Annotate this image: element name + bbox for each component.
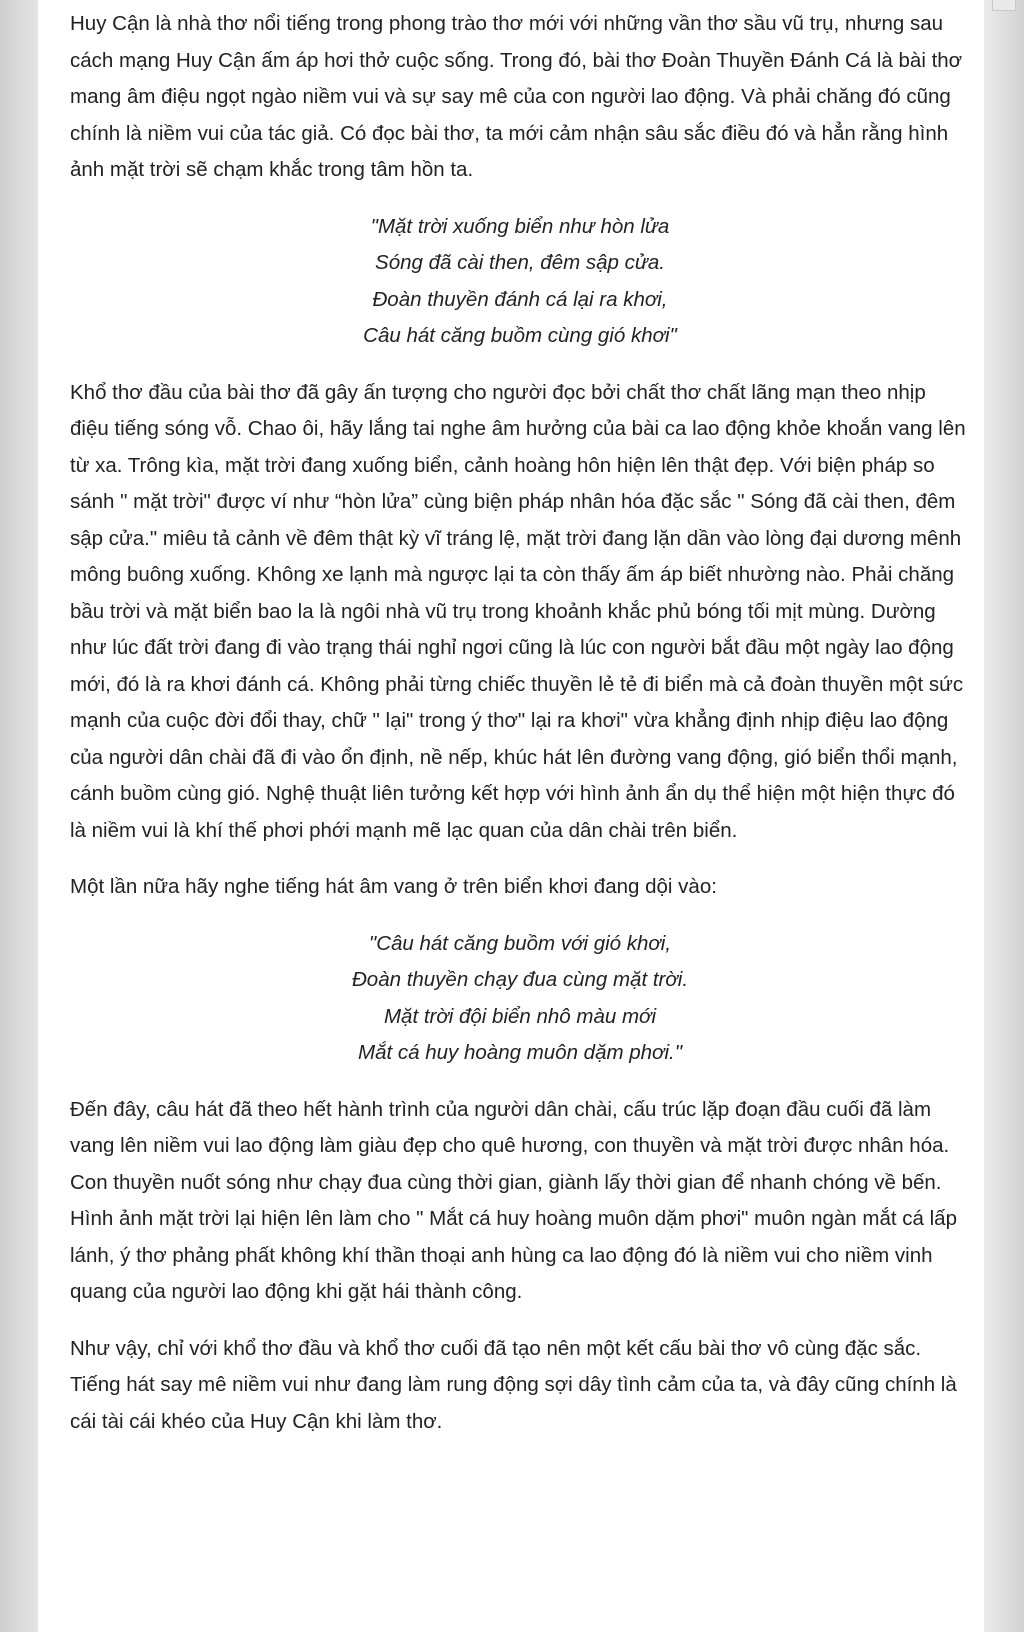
poem-line: "Câu hát căng buồm với gió khơi, xyxy=(368,931,672,955)
top-corner-tab xyxy=(992,0,1016,11)
poem-line: Đoàn thuyền đánh cá lại ra khơi, xyxy=(372,287,668,311)
paragraph-conclusion: Như vậy, chỉ với khổ thơ đầu và khổ thơ cuối đã tạo nên một kết cấu bài thơ vô cùng đặc sắc. Tiếng hát say mê niềm vui như đang làm rung động sợi dây tình cảm của ta, và đây cũng chính là cái tài cái khéo của Huy Cận khi làm thơ. xyxy=(70,1336,957,1433)
right-frame xyxy=(984,0,1024,1632)
poem-line: Mặt trời đội biển nhô màu mới xyxy=(383,1004,657,1028)
poem-line: Sóng đã cài then, đêm sập cửa. xyxy=(375,251,665,274)
paragraph-transition: Một lần nữa hãy nghe tiếng hát âm vang ở trên biển khơi đang dội vào: xyxy=(70,875,717,898)
poem-line: Mắt cá huy hoàng muôn dặm phơi." xyxy=(358,1041,682,1064)
left-frame xyxy=(0,0,38,1632)
poem-line: Đoàn thuyền chạy đua cùng mặt trời. xyxy=(351,968,689,991)
article-body xyxy=(70,6,970,1460)
poem-stanza-first xyxy=(70,209,970,355)
paragraph-analysis-first: Khổ thơ đầu của bài thơ đã gây ấn tượng cho người đọc bởi chất thơ chất lãng mạn theo nhịp điệu tiếng sóng vỗ. Chao ôi, hãy lắng tai nghe âm hưởng của bài ca lao động khỏe khoắn vang lên từ xa. Trông kìa, mặt trời đang xuống biển, cảnh hoàng hôn hiện lên thật đẹp. Với biện pháp so sánh " mặt trời" được ví như “hòn lửa” cùng biện pháp nhân hóa đặc sắc " Sóng đã cài then, đêm sập cửa." miêu tả cảnh về đêm thật kỳ vĩ tráng lệ, mặt trời đang lặn dần vào lòng đại dương mênh mông buông xuống. Không xe lạnh mà ngược lại ta còn thấy ấm áp biết nhường nào. Phải chăng bầu trời và mặt biển bao la là ngôi nhà vũ trụ trong khoảnh khắc phủ bóng tối mịt mùng. Dường như lúc đất trời đang đi vào trạng thái nghỉ ngơi cũng là lúc con người bắt đầu một ngày lao động mới, đó là ra khơi đánh cá. Không phải từng chiếc thuyền lẻ tẻ đi biển mà cả đoàn thuyền một sức mạnh của cuộc đời đổi thay, chữ " lại" trong ý thơ" lại ra khơi" vừa khẳng định nhịp điệu lao động của người dân chài đã đi vào ổn định, nề nếp, khúc hát lên đường vang động, gió biển thổi mạnh, cánh buồm cùng gió. Nghệ thuật liên tưởng kết hợp với hình ảnh ẩn dụ thể hiện một hiện thực đó là niềm vui là khí thế phơi phới mạnh mẽ lạc quan của dân chài trên biển. xyxy=(70,380,966,842)
poem-line: "Mặt trời xuống biển như hòn lửa xyxy=(370,214,670,238)
document-page xyxy=(38,0,984,1632)
poem-line: Câu hát căng buồm cùng gió khơi" xyxy=(363,324,677,347)
paragraph-analysis-last: Đến đây, câu hát đã theo hết hành trình của người dân chài, cấu trúc lặp đoạn đầu cuối đã làm vang lên niềm vui lao động làm giàu đẹp cho quê hương, con thuyền và mặt trời được nhân hóa. Con thuyền nuốt sóng như chạy đua cùng thời gian, giành lấy thời gian để nhanh chóng về bến. Hình ảnh mặt trời lại hiện lên làm cho " Mắt cá huy hoàng muôn dặm phơi" muôn ngàn mắt cá lấp lánh, ý thơ phảng phất không khí thần thoại anh hùng ca lao động đó là niềm vui cho niềm vinh quang của người lao động khi gặt hái thành công. xyxy=(70,1097,957,1303)
paragraph-intro: Huy Cận là nhà thơ nổi tiếng trong phong trào thơ mới với những vần thơ sầu vũ trụ, nhưng sau cách mạng Huy Cận ấm áp hơi thở cuộc sống. Trong đó, bài thơ Đoàn Thuyền Đánh Cá là bài thơ mang âm điệu ngọt ngào niềm vui và sự say mê của con người lao động. Và phải chăng đó cũng chính là niềm vui của tác giả. Có đọc bài thơ, ta mới cảm nhận sâu sắc điều đó và hẳn rằng hình ảnh mặt trời sẽ chạm khắc trong tâm hồn ta. xyxy=(70,12,963,181)
poem-stanza-last xyxy=(70,926,970,1072)
